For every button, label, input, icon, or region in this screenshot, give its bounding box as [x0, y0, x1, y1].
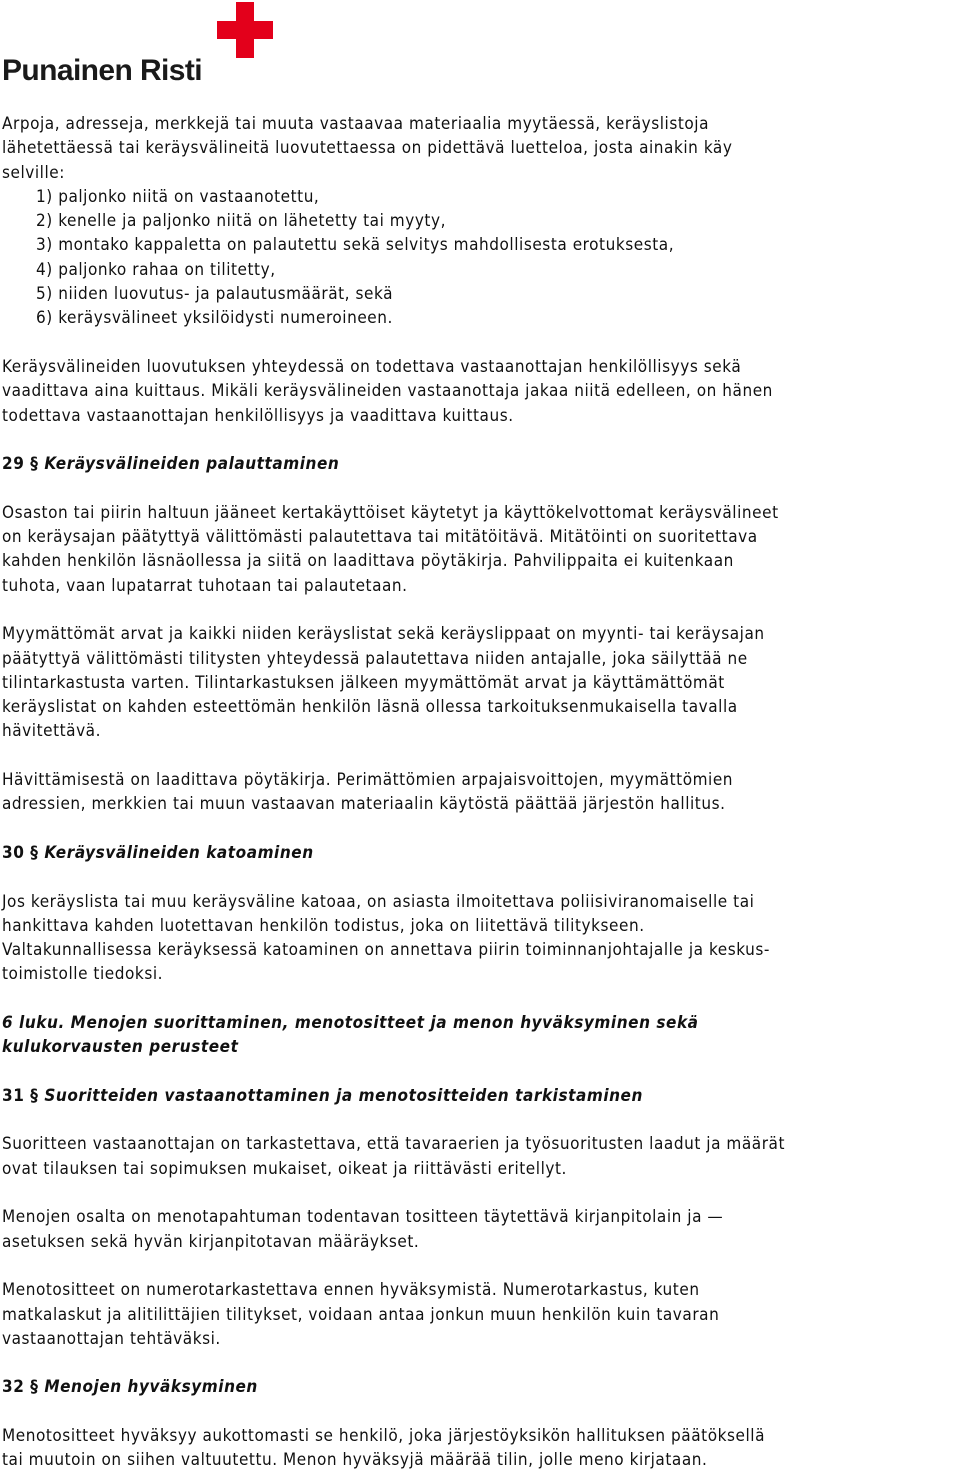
section-heading-29	[2, 452, 958, 476]
paragraph-luovutus	[2, 355, 958, 428]
text-line: selville:	[2, 162, 65, 183]
text-line: asetuksen sekä hyvän kirjanpitotavan määräykset.	[2, 1231, 420, 1252]
text-line: Suoritteen vastaanottajan on tarkastettava, että tavaraerien ja työsuoritusten laadut ja määrät	[2, 1134, 785, 1155]
paragraph-31c	[2, 1278, 958, 1351]
text-line: todettava vastaanottajan henkilöllisyys ja vaadittava kuittaus.	[2, 405, 514, 426]
list-item: 5) niiden luovutus- ja palautusmäärät, sekä	[36, 284, 394, 305]
text-line: Keräysvälineiden luovutuksen yhteydessä on todettava vastaanottajan henkilöllisyys sekä	[2, 356, 742, 377]
requirements-list	[2, 185, 958, 331]
list-item: 1) paljonko niitä on vastaanotettu,	[36, 186, 320, 207]
text-line: Myymättömät arvat ja kaikki niiden keräyslistat sekä keräyslippaat on myynti- tai keräysajan	[2, 624, 765, 645]
list-item: 2) kenelle ja paljonko niitä on lähetetty tai myyty,	[36, 211, 446, 232]
text-line: hävitettävä.	[2, 721, 102, 742]
list-item: 3) montako kappaletta on palautettu sekä selvitys mahdollisesta erotuksesta,	[36, 235, 675, 256]
paragraph-32	[2, 1424, 958, 1473]
logo-text: Punainen Risti	[2, 54, 202, 87]
section-number: 29 §	[2, 454, 39, 475]
section-heading-30	[2, 841, 958, 865]
text-line: Arpoja, adresseja, merkkejä tai muuta vastaavaa materiaalia myytäessä, keräyslistoja	[2, 114, 710, 134]
red-cross-icon	[217, 2, 273, 58]
section-number: 32 §	[2, 1377, 39, 1398]
section-heading-32	[2, 1375, 958, 1399]
intro-paragraph	[2, 112, 958, 185]
chapter-heading-6	[2, 1011, 958, 1060]
paragraph-31b	[2, 1205, 958, 1254]
text-line: tai muutoin on siihen valtuutettu. Menon hyväksyjä määrää tilin, jolle meno kirjataan.	[2, 1450, 708, 1471]
text-line: toimistolle tiedoksi.	[2, 964, 164, 985]
text-line: Hävittämisestä on laadittava pöytäkirja. Perimättömien arpajaisvoittojen, myymättömien	[2, 770, 734, 791]
text-line: vastaanottajan tehtäväksi.	[2, 1328, 221, 1349]
section-number: 31 §	[2, 1085, 39, 1106]
text-line: kahden henkilön läsnäollessa ja siitä on laadittava pöytäkirja. Pahvilippaita ei kuitenkaan	[2, 551, 734, 572]
text-line: Menotositteet on numerotarkastettava ennen hyväksymistä. Numerotarkastus, kuten	[2, 1280, 700, 1301]
text-line: on keräysajan päätyttyä välittömästi palautettava tai mitätöitävä. Mitätöinti on suoritettava	[2, 527, 758, 548]
punainen-risti-logo	[2, 0, 274, 88]
text-line: päätyttyä välittömästi tilitysten yhteydessä palautettava niiden antajalle, joka säilyttää ne	[2, 648, 748, 669]
text-line: Valtakunnallisessa keräyksessä katoaminen on annettava piirin toiminnanjohtajalle ja keskus-	[2, 940, 770, 961]
section-heading-31	[2, 1084, 958, 1108]
text-line: Osaston tai piirin haltuun jääneet kertakäyttöiset käytetyt ja käyttökelvottomat keräysvälineet	[2, 502, 779, 523]
section-title: Keräysvälineiden palauttaminen	[44, 454, 340, 475]
list-item: 6) keräysvälineet yksilöidysti numeroineen.	[36, 308, 393, 329]
text-line: tuhota, vaan lupatarrat tuhotaan tai palautetaan.	[2, 575, 408, 596]
paragraph-29c	[2, 768, 958, 817]
text-line: vaadittava aina kuittaus. Mikäli keräysvälineiden vastaanottaja jakaa niitä edelleen, on hänen	[2, 381, 773, 402]
paragraph-29a	[2, 501, 958, 598]
chapter-title-line: kulukorvausten perusteet	[2, 1037, 239, 1058]
text-line: lähetettäessä tai keräysvälineitä luovutettaessa on pidettävä luetteloa, josta ainakin käy	[2, 138, 733, 159]
text-line: keräyslistat on kahden esteettömän henkilön läsnä ollessa tarkoituksenmukaisella tavalla	[2, 697, 738, 718]
text-line: Jos keräyslista tai muu keräysväline katoaa, on asiasta ilmoitettava poliisiviranomaiselle tai	[2, 891, 755, 912]
text-line: hankittava kahden luotettavan henkilön todistus, joka on liitettävä tilitykseen.	[2, 915, 645, 936]
paragraph-31a	[2, 1132, 958, 1181]
paragraph-29b	[2, 622, 958, 743]
text-line: Menojen osalta on menotapahtuman todentavan tositteen täytettävä kirjanpitolain ja —	[2, 1207, 724, 1228]
text-line: Menotositteet hyväksyy aukottomasti se henkilö, joka järjestöyksikön hallituksen päätöksellä	[2, 1426, 766, 1447]
document-body	[2, 112, 958, 1473]
text-line: matkalaskut ja alitilittäjien tilitykset, voidaan antaa jonkun muun henkilön kuin tavaran	[2, 1304, 720, 1325]
paragraph-30	[2, 890, 958, 987]
text-line: adressien, merkkien tai muun vastaavan materiaalin käytöstä päättää järjestön hallitus.	[2, 794, 726, 815]
section-number: 30 §	[2, 842, 39, 863]
list-item: 4) paljonko rahaa on tilitetty,	[36, 259, 276, 280]
chapter-title-line: 6 luku. Menojen suorittaminen, menotositteet ja menon hyväksyminen sekä	[2, 1012, 699, 1033]
section-title: Menojen hyväksyminen	[44, 1377, 258, 1398]
section-title: Suoritteiden vastaanottaminen ja menotositteiden tarkistaminen	[44, 1085, 643, 1106]
section-title: Keräysvälineiden katoaminen	[44, 842, 314, 863]
text-line: tilintarkastusta varten. Tilintarkastuksen jälkeen myymättömät arvat ja käyttämättömät	[2, 672, 725, 693]
text-line: ovat tilauksen tai sopimuksen mukaiset, oikeat ja riittävästi eritellyt.	[2, 1158, 567, 1179]
